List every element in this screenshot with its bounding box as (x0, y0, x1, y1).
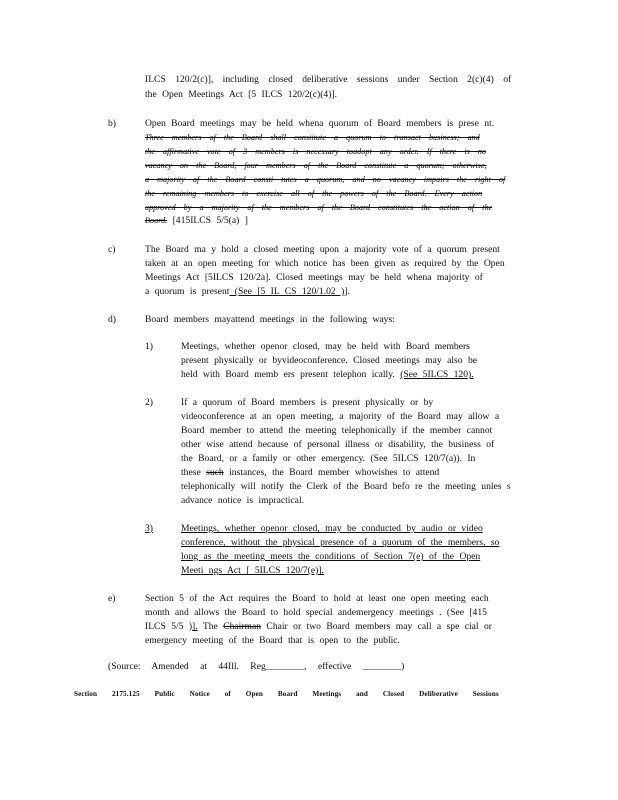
struck-text: Board. (145, 216, 168, 225)
struck-text-line: approved by a majority of the members of the Board constitutes the action of the (145, 203, 493, 212)
intro-line: ILCS 120/2(c)], including closed deliberative sessions under Section 2(c)(4) of (145, 74, 512, 85)
paragraph-marker-c: c) (108, 244, 116, 255)
paragraph-marker-b: b) (108, 118, 116, 129)
inserted-line: conference, without the physical presence of a quorum of the members, so (181, 537, 500, 548)
section-heading: Section 2175.125 Public Notice of Open Board Meetings and Closed Deliberative Sessions (74, 690, 499, 698)
list-item-line: Meetings, whether openor closed, may be held with Board members (181, 341, 470, 352)
list-item-line: telephonically will notify the Clerk of the Board befo re the meeting unles s (181, 481, 511, 492)
list-item-line: held with Board memb ers present telephon ically. (See 5ILCS 120). (181, 369, 474, 380)
paragraph-c-line: taken at an open meeting for which notice has been given as required by the Open (145, 258, 505, 269)
source-note: (Source: Amended at 44Ill. Reg________, effective ________) (108, 661, 405, 672)
list-item-line: Board member to attend the meeting telephonically if the member cannot (181, 425, 493, 436)
paragraph-marker-e: e) (108, 593, 116, 604)
paragraph-c-line: a quorum is present (See [5 IL CS 120/1.02 )]. (145, 286, 350, 297)
struck-text: such (206, 467, 224, 478)
paragraph-b-line: Open Board meetings may be held whena quorum of Board members is prese nt. (145, 118, 495, 129)
list-item-line: advance notice is impractical. (181, 495, 305, 506)
list-item-line: videoconference at an open meeting, a majority of the Board may allow a (181, 411, 500, 422)
list-item-line: other wise attend because of personal illness or disability, the business of (181, 439, 495, 450)
struck-text-line: the affirmative vote of 3 members is necessary toadopt any order. If there is no (145, 147, 487, 156)
struck-text-line: a majority of the Board consti tutes a quorum, and no vacancy impairs the right of (145, 175, 506, 184)
citation: [415ILCS 5/5(a) ] (167, 215, 248, 226)
struck-text-line: vacancy on the Board, four members of the Board constitute a quorum; otherwise, (145, 161, 487, 170)
paragraph-d-line: Board members mayattend meetings in the following ways: (145, 314, 395, 325)
struck-text-line: the remaining members to exercise all of the powers of the Board. Every action (145, 189, 483, 198)
list-marker-2: 2) (145, 397, 153, 408)
list-item-line: the Board, or a family or other emergency. (See 5ILCS 120/7(a)). In (181, 453, 476, 464)
intro-line: the Open Meetings Act [5 ILCS 120/2(c)(4)]. (145, 89, 337, 100)
inserted-text: ]. (192, 621, 198, 632)
paragraph-e-line: emergency meeting of the Board that is open to the public. (145, 635, 400, 646)
struck-text: Chairman (223, 621, 262, 632)
paragraph-b-line (145, 214, 248, 228)
inserted-text: (See 5ILCS 120). (400, 369, 474, 380)
paragraph-c-line: The Board ma y hold a closed meeting upon a majority vote of a quorum present (145, 244, 500, 255)
paragraph-e-line: month and allows the Board to hold special andemergency meetings . (See [415 (145, 607, 487, 618)
blank-field: ________ (265, 661, 305, 672)
list-item-line: these such instances, the Board member whowishes to attend (181, 467, 440, 478)
blank-field: ________ (362, 661, 402, 672)
paragraph-e-line: Section 5 of the Act requires the Board to hold at least one open meeting each (145, 593, 489, 604)
paragraph-marker-d: d) (108, 314, 116, 325)
list-item-line: present physically or byvideoconference. Closed meetings may also be (181, 355, 478, 366)
inserted-line: long as the meeting meets the conditions of Section 7(e) of the Open (181, 551, 481, 562)
inserted-text: (See [5 IL CS 120/1.02 ) (229, 286, 345, 297)
struck-text-line: Three members of the Board shall constitute a quorum to transact business; and (145, 133, 480, 142)
inserted-line: Meeti ngs Act [ 5ILCS 120/7(e)]. (181, 565, 324, 576)
paragraph-e-line: ILCS 5/5 )]. The Chairman Chair or two Board members may call a spe cial or (145, 621, 492, 632)
list-marker-3: 3) (145, 523, 153, 534)
paragraph-c-line: Meetings Act [5ILCS 120/2a]. Closed meetings may be held whena majority of (145, 272, 483, 283)
inserted-line: Meetings, whether openor closed, may be conducted by audio or video (181, 523, 483, 534)
list-item-line: If a quorum of Board members is present physically or by (181, 397, 434, 408)
list-marker-1: 1) (145, 341, 153, 352)
